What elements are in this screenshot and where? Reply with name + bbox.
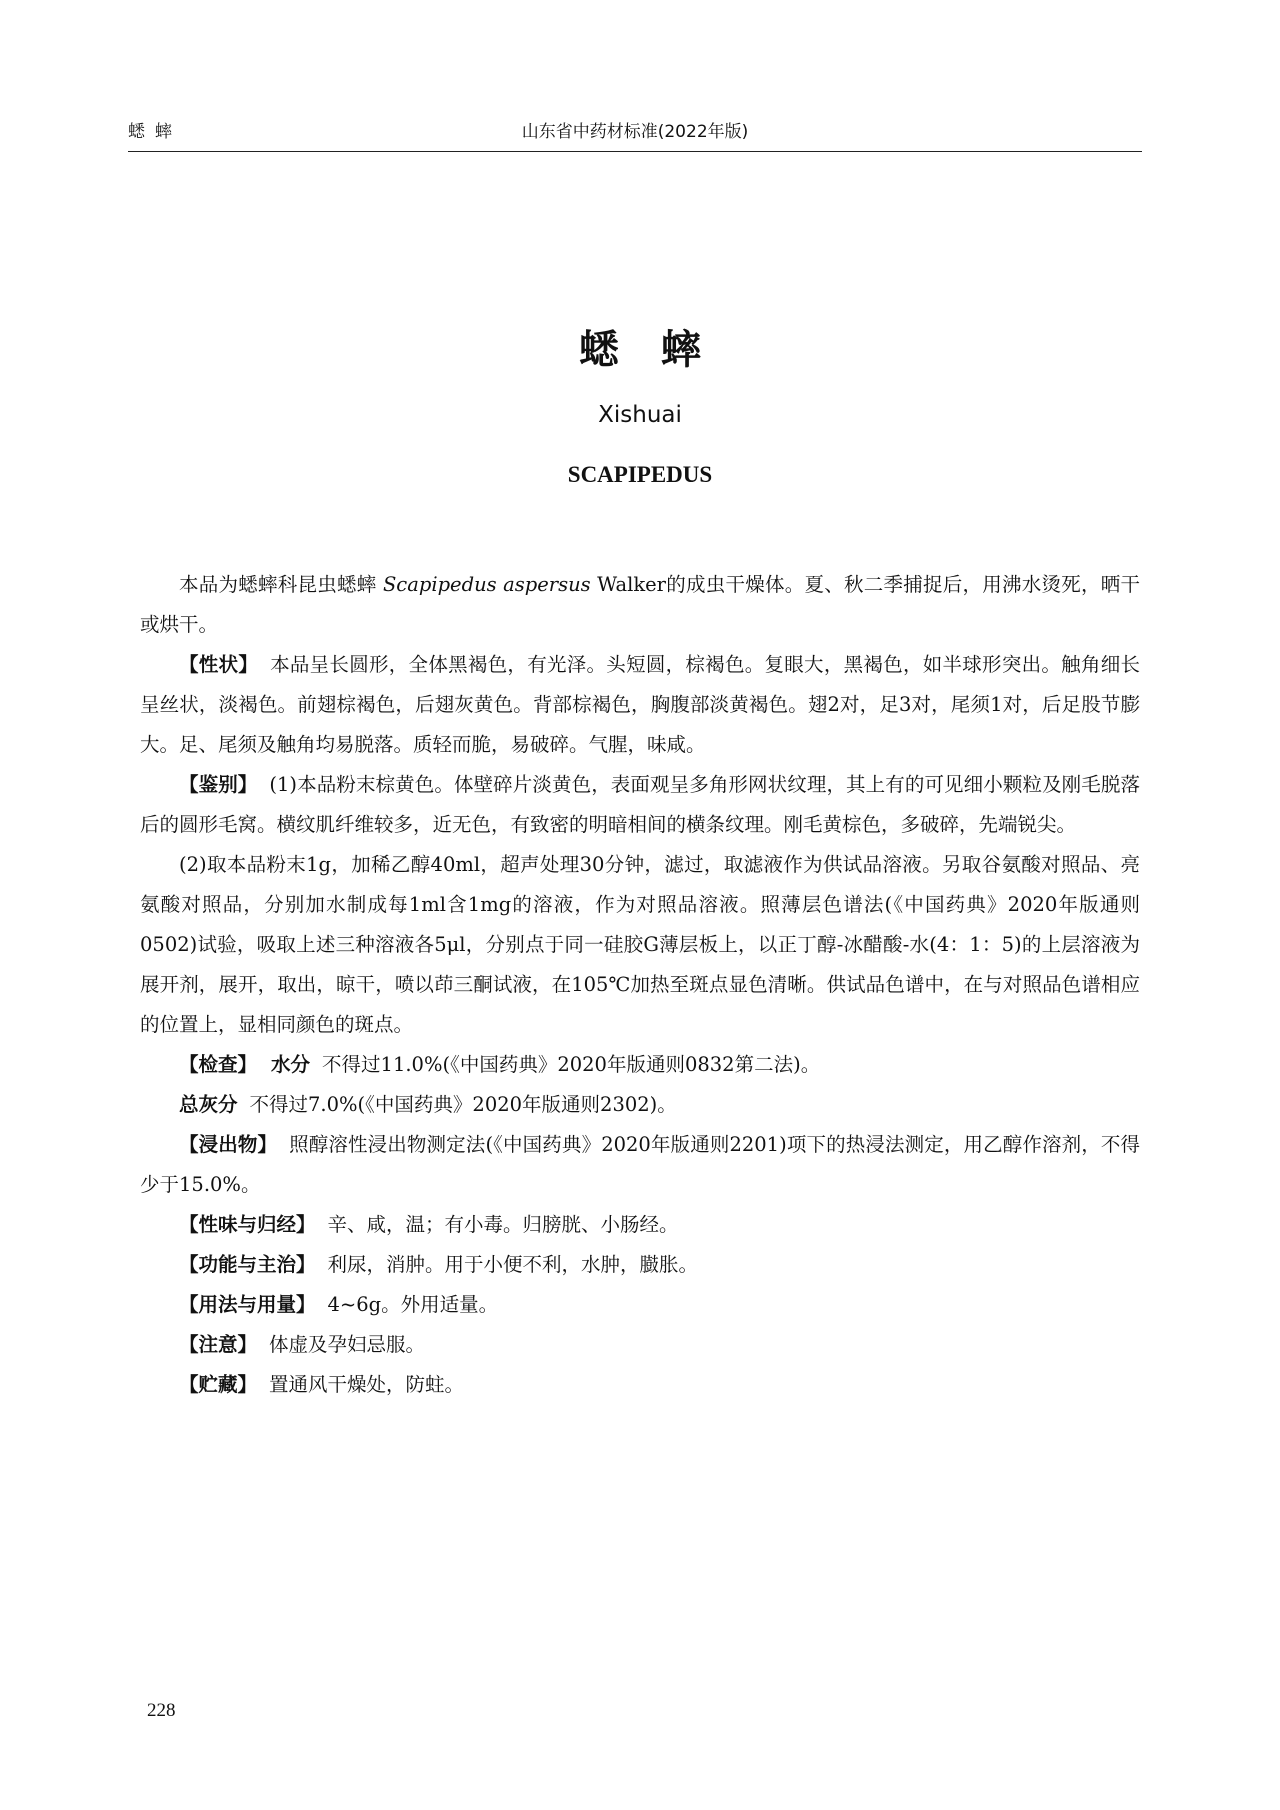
section-zhucang: 【贮藏】 置通风干燥处，防蛀。 (179, 1373, 465, 1396)
section-tag: 【鉴别】 (179, 773, 258, 796)
subsection-label: 总灰分 (179, 1093, 238, 1116)
section-tag: 【性状】 (179, 653, 259, 676)
scientific-name: Scapipedus aspersus (382, 573, 591, 596)
section-jiancha: 【检查】 水分 不得过11.0%(《中国药典》2020年版通则0832第二法)。 (179, 1053, 821, 1076)
section-tag: 【性味与归经】 (179, 1213, 316, 1236)
section-tag: 【贮藏】 (179, 1373, 258, 1396)
section-tag: 【浸出物】 (179, 1133, 278, 1156)
intro-paragraph: 本品为蟋蟀科昆虫蟋蟀 Scapipedus aspersus Walker的成虫干燥体。夏、秋二季捕捉后，用沸水烫死，晒干或烘干。 (140, 573, 1140, 636)
section-tag: 【检查】 (179, 1053, 258, 1076)
section-zhuyi: 【注意】 体虚及孕妇忌服。 (179, 1333, 426, 1356)
section-jianbie-1: 【鉴别】 (1)本品粉末棕黄色。体壁碎片淡黄色，表面观呈多角形网状纹理，其上有的可见细小颗粒及刚毛脱落后的圆形毛窝。横纹肌纤维较多，近无色，有致密的明暗相间的横条纹理。刚毛黄棕色，多破碎，先端锐尖。 (140, 773, 1140, 836)
header-book-title: 山东省中药材标准(2022年版) (521, 122, 749, 142)
section-jinchuwu: 【浸出物】 照醇溶性浸出物测定法(《中国药典》2020年版通则2201)项下的热浸法测定，用乙醇作溶剂，不得少于15.0%。 (140, 1133, 1140, 1196)
section-xingwei: 【性味与归经】 辛、咸，温；有小毒。归膀胱、小肠经。 (179, 1213, 679, 1236)
pinyin-name: Xishuai (598, 402, 682, 428)
section-tag: 【注意】 (179, 1333, 258, 1356)
section-yongfa: 【用法与用量】 4~6g。外用适量。 (179, 1293, 499, 1316)
section-jiancha-ash: 总灰分 不得过7.0%(《中国药典》2020年版通则2302)。 (179, 1093, 677, 1116)
section-tag: 【用法与用量】 (179, 1293, 316, 1316)
latin-name: SCAPIPEDUS (567, 462, 713, 487)
section-xingzhuang: 【性状】 本品呈长圆形，全体黑褐色，有光泽。头短圆，棕褐色。复眼大，黑褐色，如半球形突出。触角细长呈丝状，淡褐色。前翅棕褐色，后翅灰黄色。背部棕褐色，胸腹部淡黄褐色。翅2对，足3对，尾须1对，后足股节膨大。足、尾须及触角均易脱落。质轻而脆，易破碎。气腥，味咸。 (140, 653, 1140, 756)
section-jianbie-2: (2)取本品粉末1g，加稀乙醇40ml，超声处理30分钟，滤过，取滤液作为供试品溶液。另取谷氨酸对照品、亮氨酸对照品，分别加水制成每1ml含1mg的溶液，作为对照品溶液。照薄层色谱法(《中国药典》2020年版通则0502)试验，吸取上述三种溶液各5μl，分别点于同一硅胶G薄层板上，以正丁醇-冰醋酸-水(4：1：5)的上层溶液为展开剂，展开，取出，晾干，喷以茚三酮试液，在105℃加热至斑点显色清晰。供试品色谱中，在与对照品色谱相应的位置上，显相同颜色的斑点。 (140, 853, 1140, 1036)
subsection-label: 水分 (271, 1053, 311, 1076)
page-title: 蟋蟀 (579, 327, 743, 373)
section-gongneng: 【功能与主治】 利尿，消肿。用于小便不利，水肿，臌胀。 (179, 1253, 699, 1276)
page-number: 228 (147, 1700, 176, 1721)
running-header (128, 115, 1142, 152)
section-tag: 【功能与主治】 (179, 1253, 316, 1276)
monograph-body (140, 565, 1140, 1405)
header-left-title: 蟋蟀 (128, 122, 182, 142)
